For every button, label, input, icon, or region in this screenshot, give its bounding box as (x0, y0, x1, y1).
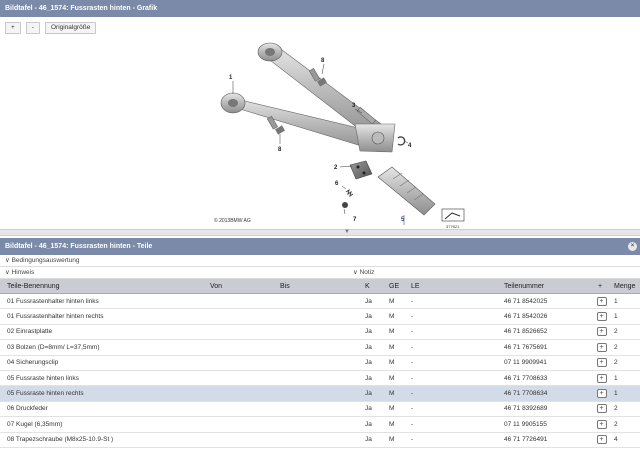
part-number: 46 71 7675691 (504, 343, 548, 351)
add-to-cart-cell (590, 420, 613, 429)
col-k[interactable]: K (365, 282, 370, 290)
table-row[interactable] (0, 309, 640, 324)
add-to-cart-cell (590, 327, 613, 336)
part-name: 07 Kugel (6,35mm) (7, 420, 63, 428)
part-le: - (411, 420, 414, 428)
add-to-cart-cell (590, 358, 613, 367)
part-name: 03 Bolzen (D=8mm/ L=37,5mm) (7, 343, 100, 351)
part-menge: 1 (614, 374, 618, 382)
hint-section-label: Hinweis (11, 269, 35, 276)
table-row[interactable] (0, 417, 640, 432)
copyright-text: © 2013BMW AG (214, 218, 251, 224)
col-name[interactable]: Teile-Benennung (7, 282, 60, 290)
part-menge: 2 (614, 420, 618, 428)
add-to-cart-icon[interactable]: + (597, 435, 607, 444)
table-row[interactable] (0, 402, 640, 417)
part-ge: M (389, 420, 395, 428)
condition-section-label: Bedingungsauswertung (11, 257, 80, 264)
add-to-cart-icon[interactable]: + (597, 374, 607, 383)
zoom-in-button[interactable]: + (5, 22, 21, 34)
part-number: 46 71 8526652 (504, 328, 548, 336)
add-to-cart-icon[interactable]: + (597, 404, 607, 413)
zoom-out-button[interactable]: - (26, 22, 40, 34)
table-row[interactable] (0, 371, 640, 386)
chevron-down-icon: ∨ (5, 269, 10, 276)
part-name: 08 Trapezschraube (M8x25-10.9-St ) (7, 436, 114, 444)
part-number: 46 71 7708634 (504, 390, 548, 398)
part-ge: M (389, 328, 395, 336)
callout-8-lower: 8 (278, 147, 282, 153)
table-row[interactable] (0, 340, 640, 355)
add-to-cart-icon[interactable]: + (597, 389, 607, 398)
col-ge[interactable]: GE (389, 282, 400, 290)
part-menge: 1 (614, 297, 618, 305)
original-size-button[interactable]: Originalgröße (45, 22, 96, 34)
add-to-cart-icon[interactable]: + (597, 297, 607, 306)
callout-1: 1 (229, 75, 233, 81)
part-ge: M (389, 390, 395, 398)
part-k: Ja (365, 359, 372, 367)
part-ge: M (389, 374, 395, 382)
col-le[interactable]: LE (411, 282, 420, 290)
add-to-cart-cell (590, 343, 613, 352)
col-add: + (598, 282, 603, 290)
collapse-arrow-icon[interactable]: ▼ (344, 229, 350, 235)
part-k: Ja (365, 420, 372, 428)
part-menge: 2 (614, 405, 618, 413)
part-menge: 2 (614, 359, 618, 367)
part-ge: M (389, 405, 395, 413)
part-le: - (411, 297, 414, 305)
add-to-cart-cell (590, 404, 613, 413)
part-number: 07 11 9909941 (504, 359, 547, 367)
hint-note-sections (0, 267, 640, 279)
part-k: Ja (365, 405, 372, 413)
part-k: Ja (365, 343, 372, 351)
part-name: 02 Einrastplatte (7, 328, 53, 336)
parts-table-header (0, 279, 640, 294)
table-row[interactable] (0, 433, 640, 448)
footrest-diagram (0, 39, 640, 229)
callout-6: 6 (335, 181, 339, 187)
part-name: 05 Fussraste hinten rechts (7, 390, 84, 398)
graphic-panel-title: Bildtafel - 46_1574: Fussrasten hinten - Grafik (0, 0, 640, 17)
add-to-cart-icon[interactable]: + (597, 327, 607, 336)
callout-3: 3 (352, 103, 356, 109)
part-menge: 1 (614, 390, 618, 398)
col-number[interactable]: Teilenummer (504, 282, 545, 290)
part-number: 46 71 8392689 (504, 405, 548, 413)
part-le: - (411, 343, 414, 351)
part-k: Ja (365, 436, 372, 444)
callout-5: 5 (401, 217, 405, 223)
part-number: 46 71 8542025 (504, 297, 548, 305)
table-row[interactable] (0, 356, 640, 371)
part-le: - (411, 436, 414, 444)
part-name: 06 Druckfeder (7, 405, 48, 413)
part-name: 04 Sicherungsclip (7, 359, 59, 367)
part-menge: 2 (614, 328, 618, 336)
add-to-cart-icon[interactable]: + (597, 312, 607, 321)
part-ge: M (389, 436, 395, 444)
part-name: 01 Fussrastenhalter hinten links (7, 297, 99, 305)
detent-plate (350, 161, 372, 179)
part-le: - (411, 390, 414, 398)
parts-diagram (0, 39, 640, 229)
add-to-cart-cell (590, 389, 613, 398)
panel-splitter[interactable] (0, 229, 640, 236)
callout-8-upper: 8 (321, 58, 325, 64)
part-menge: 2 (614, 343, 618, 351)
part-number: 46 71 7708633 (504, 374, 548, 382)
table-row[interactable] (0, 294, 640, 309)
add-to-cart-cell (590, 374, 613, 383)
col-bis[interactable]: Bis (280, 282, 290, 290)
part-le: - (411, 359, 414, 367)
graphic-toolbar (0, 17, 640, 39)
callout-2: 2 (334, 165, 338, 171)
part-number: 46 71 7726491 (504, 436, 548, 444)
drawing-number: 377621 (446, 224, 460, 229)
part-k: Ja (365, 374, 372, 382)
part-menge: 4 (614, 436, 618, 444)
ball (342, 202, 348, 208)
drawing-symbol-icon (442, 209, 464, 221)
note-section-toggle[interactable] (353, 267, 374, 279)
footpeg (378, 167, 435, 215)
add-to-cart-icon[interactable]: + (597, 420, 607, 429)
part-k: Ja (365, 313, 372, 321)
compression-spring (346, 190, 353, 196)
part-le: - (411, 374, 414, 382)
circlip (398, 137, 405, 145)
parts-table-body (0, 294, 640, 448)
table-row[interactable] (0, 386, 640, 401)
col-menge[interactable]: Menge (614, 282, 636, 290)
add-to-cart-cell (590, 297, 613, 306)
condition-section-toggle[interactable] (0, 255, 640, 267)
table-row[interactable] (0, 325, 640, 340)
part-k: Ja (365, 390, 372, 398)
add-to-cart-cell (590, 312, 613, 321)
col-von[interactable]: Von (210, 282, 223, 290)
callout-4: 4 (408, 143, 412, 149)
add-to-cart-icon[interactable]: + (597, 358, 607, 367)
add-to-cart-icon[interactable]: + (597, 343, 607, 352)
part-name: 05 Fussraste hinten links (7, 374, 79, 382)
parts-panel-title: Bildtafel - 46_1574: Fussrasten hinten - Teile (5, 243, 153, 250)
part-le: - (411, 313, 414, 321)
part-number: 07 11 9905155 (504, 420, 547, 428)
hint-section-toggle[interactable] (5, 269, 34, 276)
parts-panel (0, 238, 640, 448)
part-ge: M (389, 343, 395, 351)
part-menge: 1 (614, 313, 618, 321)
part-k: Ja (365, 297, 372, 305)
callout-7: 7 (353, 217, 357, 223)
part-name: 01 Fussrastenhalter hinten rechts (7, 313, 104, 321)
chevron-down-icon: ∨ (5, 257, 10, 264)
part-ge: M (389, 313, 395, 321)
add-to-cart-cell (590, 435, 613, 444)
part-le: - (411, 328, 414, 336)
chevron-down-icon: ∨ (353, 269, 358, 276)
part-number: 46 71 8542026 (504, 313, 548, 321)
note-section-label: Notiz (359, 269, 375, 276)
part-k: Ja (365, 328, 372, 336)
close-icon[interactable]: × (628, 242, 637, 251)
part-ge: M (389, 297, 395, 305)
part-le: - (411, 405, 414, 413)
part-ge: M (389, 359, 395, 367)
